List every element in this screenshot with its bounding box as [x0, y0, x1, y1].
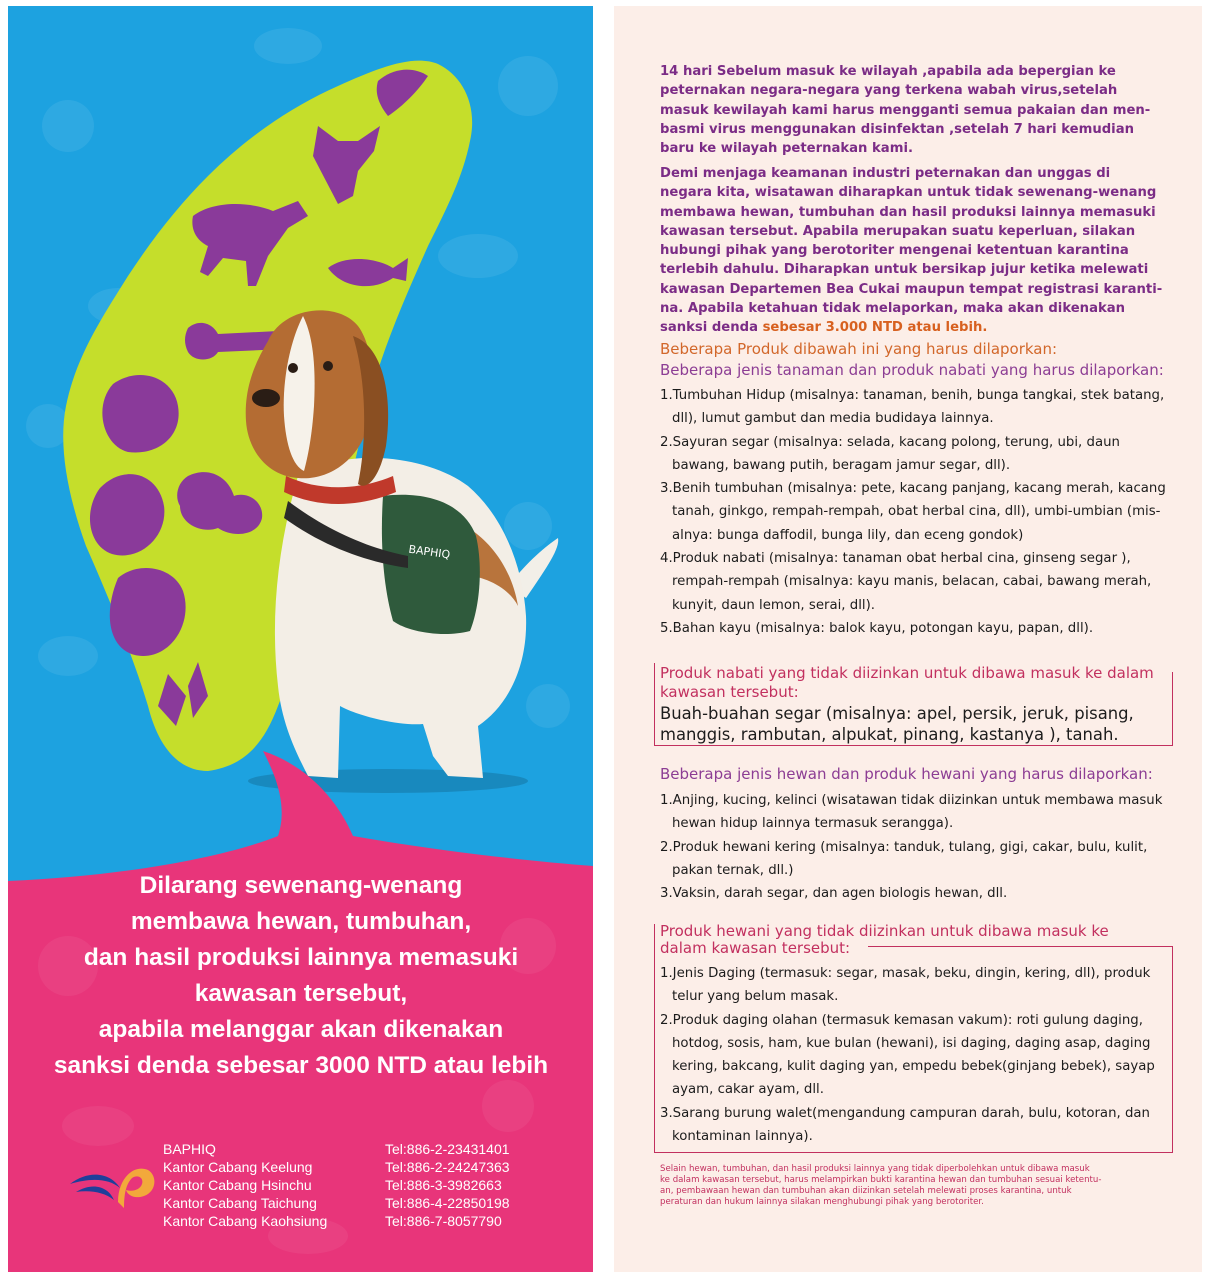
office-phone: Tel:886-3-3982663	[385, 1177, 502, 1193]
animals-report-heading: Beberapa jenis hewan dan produk hewani yang harus dilaporkan:	[660, 765, 1153, 783]
contact-list	[163, 1140, 583, 1230]
plants-banned-heading: Produk nabati yang tidak diizinkan untuk dibawa masuk ke dalam	[660, 664, 1154, 682]
warning-line: apabila melanggar akan dikenakan	[98, 1016, 504, 1043]
office-name: Kantor Cabang Kaohsiung	[163, 1213, 328, 1229]
report-heading: Beberapa Produk dibawah ini yang harus dilaporkan:	[660, 340, 1058, 358]
list-item: kunyit, daun lemon, serai, dll).	[672, 597, 876, 613]
box-border	[654, 924, 655, 1152]
text-line: 14 hari Sebelum masuk ke wilayah ,apabila ada bepergian ke	[660, 64, 1116, 79]
plants-banned-text: manggis, rambutan, alpukat, pinang, kastanya ), tanah.	[660, 725, 1119, 744]
plants-banned-text: Buah-buahan segar (misalnya: apel, persik, jeruk, pisang,	[660, 704, 1134, 723]
text-line	[660, 318, 1168, 337]
animals-report-list	[660, 789, 1170, 905]
contact-row	[163, 1140, 583, 1158]
text-line: basmi virus menggunakan disinfektan ,setelah 7 hari kemudian	[660, 121, 1134, 137]
list-item: 1.Jenis Daging (termasuk: segar, masak, beku, dingin, kering, dll), produk	[660, 966, 1151, 981]
warning-line: Dilarang sewenang-wenang	[139, 872, 463, 899]
list-item: 3.Benih tumbuhan (misalnya: pete, kacang panjang, kacang merah, kacang	[660, 481, 1166, 497]
box-border	[654, 1152, 1172, 1153]
text-line: na. Apabila ketahuan tidak melaporkan, maka akan dikenakan	[660, 301, 1126, 317]
list-item: 2.Produk daging olahan (termasuk kemasan vakum): roti gulung daging,	[660, 1012, 1143, 1028]
box-border	[868, 946, 1172, 947]
warning-line: membawa hewan, tumbuhan,	[130, 908, 472, 935]
list-item: telur yang belum masak.	[672, 989, 839, 1005]
box-border	[654, 663, 655, 745]
box-border	[1172, 672, 1173, 746]
box-border	[1172, 946, 1173, 1153]
list-item: pakan ternak, dll.)	[672, 862, 794, 878]
text-line: baru ke wilayah peternakan kami.	[660, 141, 913, 157]
vest-label: BAPHIQ	[407, 542, 451, 562]
poster-left-panel	[8, 6, 593, 1272]
animals-banned-list	[660, 962, 1170, 1148]
plants-banned-heading-cont: kawasan tersebut:	[660, 683, 799, 701]
office-phone: Tel:886-4-22850198	[385, 1195, 510, 1211]
list-item: kontaminan lainnya).	[672, 1129, 813, 1145]
text-line: masuk kewilayah kami harus mengganti semua pakaian dan men-	[660, 102, 1151, 118]
office-name: Kantor Cabang Keelung	[163, 1159, 313, 1175]
footnote-line: Selain hewan, tumbuhan, dan hasil produksi lainnya yang tidak diperbolehkan untuk dibawa masuk	[660, 1164, 1090, 1174]
office-name: Kantor Cabang Hsinchu	[163, 1177, 312, 1193]
office-name: BAPHIQ	[163, 1141, 216, 1157]
list-item: bawang, bawang putih, beragam jamur segar, dll).	[672, 457, 1011, 473]
list-item: hewan hidup lainnya termasuk serangga).	[672, 816, 954, 832]
text-line: peternakan negara-negara yang terkena wabah virus,setelah	[660, 83, 1118, 99]
list-item: alnya: bunga daffodil, bunga lily, dan eceng gondok)	[672, 527, 1024, 543]
contact-row	[163, 1158, 583, 1176]
office-phone: Tel:886-2-23431401	[385, 1141, 510, 1157]
list-item: 2.Produk hewani kering (misalnya: tanduk, tulang, gigi, cakar, bulu, kulit,	[660, 839, 1148, 855]
text-line: kawasan Departemen Bea Cukai maupun tempat registrasi karanti-	[660, 281, 1163, 297]
plants-report-heading: Beberapa jenis tanaman dan produk nabati yang harus dilaporkan:	[660, 361, 1164, 379]
intro-paragraph-travel	[660, 62, 1168, 158]
list-item: 3.Sarang burung walet(mengandung campuran darah, bulu, kotoran, dan	[660, 1105, 1150, 1121]
animals-banned-heading-cont: dalam kawasan tersebut:	[660, 939, 851, 957]
list-item: 4.Produk nabati (misalnya: tanaman obat herbal cina, ginseng segar ),	[660, 551, 1131, 567]
text-line: Demi menjaga keamanan industri peternakan dan unggas di	[660, 166, 1111, 181]
warning-line: sanksi denda sebesar 3000 NTD atau lebih	[53, 1052, 549, 1079]
list-item: ayam, cakar ayam, dll.	[672, 1082, 824, 1098]
list-item: hotdog, sosis, ham, kue bulan (hewani), isi daging, daging asap, daging	[672, 1035, 1151, 1051]
contact-row	[163, 1212, 583, 1230]
warning-line: dan hasil produksi lainnya memasuki	[83, 944, 519, 971]
fine-text-start: sanksi denda	[660, 320, 763, 336]
animals-banned-heading: Produk hewani yang tidak diizinkan untuk dibawa masuk ke	[660, 922, 1109, 940]
baphiq-logo	[68, 1156, 158, 1216]
contact-row	[163, 1194, 583, 1212]
list-item: tanah, ginkgo, rempah-rempah, obat herbal cina, dll), umbi-umbian (mis-	[672, 504, 1161, 520]
text-line: negara kita, wisatawan diharapkan untuk tidak sewenang-wenang	[660, 185, 1157, 201]
list-item: 5.Bahan kayu (misalnya: balok kayu, potongan kayu, papan, dll).	[660, 620, 1094, 636]
text-line: hubungi pihak yang berotoriter mengenai ketentuan karantina	[660, 243, 1129, 259]
footnote	[660, 1164, 1170, 1208]
intro-paragraph-quarantine	[660, 164, 1168, 338]
text-line: membawa hewan, tumbuhan dan hasil produksi lainnya memasuki	[660, 204, 1156, 220]
footnote-line: ke dalam kawasan tersebut, harus melampirkan bukti karantina hewan dan tumbuhan sesuai ketentu-	[660, 1175, 1102, 1185]
box-border	[654, 745, 1172, 746]
warning-message	[26, 868, 576, 1084]
office-phone: Tel:886-2-24247363	[385, 1159, 510, 1175]
list-item: kering, bakcang, kulit daging yan, empedu bebek(ginjang bebek), sayap	[672, 1059, 1155, 1075]
footnote-line: peraturan dan hukum lainnya silakan menghubungi pihak yang berotoriter.	[660, 1197, 984, 1207]
list-item: dll), lumut gambut dan media budidaya lainnya.	[672, 411, 994, 427]
information-right-panel	[614, 6, 1202, 1272]
text-line: kawasan tersebut. Apabila merupakan suatu keperluan, silakan	[660, 223, 1136, 239]
list-item: 1.Anjing, kucing, kelinci (wisatawan tidak diizinkan untuk membawa masuk	[660, 793, 1163, 808]
office-name: Kantor Cabang Taichung	[163, 1195, 317, 1211]
list-item: 2.Sayuran segar (misalnya: selada, kacang polong, terung, ubi, daun	[660, 434, 1120, 450]
footnote-line: an, pembawaan hewan dan tumbuhan akan diizinkan setelah melewati proses karantina, untuk	[660, 1186, 1072, 1196]
warning-line: kawasan tersebut,	[194, 980, 408, 1007]
contact-row	[163, 1176, 583, 1194]
list-item: 1.Tumbuhan Hidup (misalnya: tanaman, benih, bunga tangkai, stek batang,	[660, 388, 1165, 403]
office-phone: Tel:886-7-8057790	[385, 1213, 502, 1229]
plants-report-list	[660, 384, 1170, 640]
text-line: terlebih dahulu. Diharapkan untuk bersikap jujur ketika melewati	[660, 262, 1149, 278]
list-item: 3.Vaksin, darah segar, dan agen biologis hewan, dll.	[660, 886, 1008, 902]
list-item: rempah-rempah (misalnya: kayu manis, belacan, cabai, bawang merah,	[672, 574, 1152, 590]
fine-amount-highlight: sebesar 3.000 NTD atau lebih.	[762, 320, 988, 336]
